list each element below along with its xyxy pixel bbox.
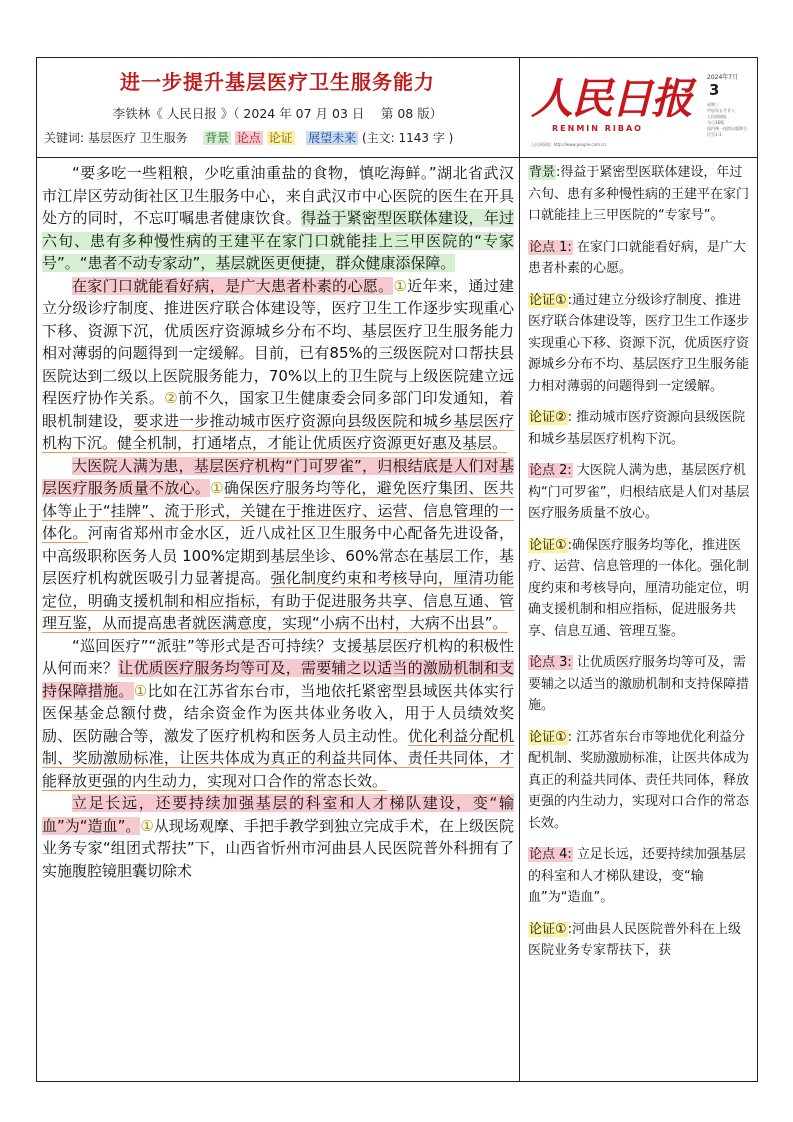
annotation-text: 在家门口就能看好病，是广大患者朴素的心愿。 <box>528 239 746 276</box>
masthead-roman: RENMIN RIBAO <box>552 124 643 133</box>
evidence-underline: 要求进一步推动城市医疗资源向县级医院和城乡基层医疗机构下沉。健全机制，打通堵点，才能让优质医疗资源更好惠及基层。 <box>42 411 514 452</box>
background-highlight: 得益于紧密型医联体建设，年过六旬、患有多种慢性病的王建平在家门口就能挂上三甲医院的“专家号”。“患者不动专家动”，基层就医更便捷，群众健康添保障。 <box>42 209 514 272</box>
annotation-label: 论点 4: <box>529 847 572 862</box>
annotation-text: :通过建立分级诊疗制度、推进医疗联合体建设等，医疗卫生工作逐步实现重心下移、资源下沉，优质医疗资源城乡分布不均、基层医疗卫生服务能力相对薄弱的问题得到一定缓解。 <box>528 292 750 394</box>
column-divider <box>519 57 520 1082</box>
argument-highlight: 大医院人满为患，基层医疗机构“门可罗雀”，归根结底是人们对基层医疗服务质量不放心。 <box>42 456 514 497</box>
tag-background: 背景 <box>204 131 229 145</box>
annotation-note <box>528 237 754 280</box>
tag-outlook: 展望未来 <box>308 131 357 145</box>
newspaper-masthead <box>527 64 752 152</box>
annotation-text: :得益于紧密型医联体建设，年过六旬、患有多种慢性病的王建平在家门口就能挂上三甲医院的“专家号”。 <box>528 165 750 223</box>
annotation-text: 让优质医疗服务均等可及，需要辅之以适当的激励机制和支持保障措施。 <box>528 655 750 713</box>
keywords-line <box>44 129 519 146</box>
text-run: “要多吃一些粗粮，少吃重油重盐的食物，慎吃海鲜。”湖北省武汉市江岸区劳动街社区卫生服务中心，来自武汉市中心医院的医生在开具处方的同时，不忘叮嘱患者健康饮食。 <box>42 164 514 227</box>
tag-evidence: 论证 <box>268 131 293 145</box>
argument-highlight: 让优质医疗服务均等可及，需要辅之以适当的激励机制和支持保障措施。 <box>42 659 514 700</box>
evidence-underline: 强化制度约束和考核导向，厘清功能定位，明确支援机制和相应指标，有助于促进服务共享、信息互通、管理互鉴，从而提高患者就医满意度，实现“小病不出村，大病不出县”。 <box>42 569 514 632</box>
evidence-marker: ① <box>393 276 408 295</box>
byline: 李铁林《 人民日报 》（ 2024 年 07 月 03 日 第 08 版） <box>112 106 443 121</box>
masthead-logo: 人民日报 <box>531 74 692 123</box>
header-divider <box>36 157 758 158</box>
article-title: 进一步提升基层医疗卫生服务能力 <box>120 70 435 94</box>
evidence-marker: ① <box>140 816 154 835</box>
tag-argument: 论点 <box>236 131 261 145</box>
annotation-label: 论证① <box>529 729 567 745</box>
annotation-label: 论点 2: <box>529 463 572 478</box>
masthead-side-line: 人民网网址 <box>707 114 727 119</box>
annotation-note <box>528 535 754 643</box>
text-run: 河南省郑州市金水区，近八成社区卫生服务中心配备先进设备，中高级职称医务人员 100%定期到基层坐诊、60%常态在基层工作，基层医疗机构就医吸引力显著提高。 <box>42 524 514 587</box>
argument-highlight: 立足长远，还要持续加强基层的科室和人才梯队建设，变“输血”为“造血”。 <box>42 794 514 835</box>
annotation-text: :确保医疗服务均等化，推进医疗、运营、信息管理的一体化。强化制度约束和考核导向，厘清功能定位，明确支援机制和相应指标，促进服务共享、信息互通、管理互鉴。 <box>528 537 750 639</box>
paragraph-2 <box>42 275 514 455</box>
masthead-date: 2024年7月 <box>707 74 739 81</box>
keywords-label: 关键词: 基层医疗 卫生服务 <box>44 131 188 145</box>
annotation-text: :河曲县人民医院普外科在上级医院业务专家帮扶下，获 <box>528 921 742 958</box>
annotation-note <box>528 460 754 525</box>
evidence-marker: ① <box>210 479 224 497</box>
text-run: 比如在江苏省东台市，当地依托紧密型县域医共体实行医保基金总额付费，结余资金作为医共体业务收入，用于人员绩效奖励、医防融合等，激发了医疗机构和医务人员主动性。 <box>42 681 514 745</box>
annotation-column <box>528 162 754 972</box>
annotation-note <box>528 407 754 450</box>
paragraph-5 <box>42 792 514 882</box>
annotation-label: 论证① <box>529 921 567 937</box>
text-run: “巡回医疗”“派驻”等形式是否可持续？支援基层医疗机构的积极性从何而来？ <box>42 636 514 677</box>
annotation-note <box>528 290 754 398</box>
evidence-underline: 优化利益分配机制、奖励激励标准，让医共体成为真正的利益共同体、责任共同体，才能释放更强的内生动力，实现对口合作的常态长效。 <box>42 726 514 790</box>
word-count: (主文: 1143 字 ) <box>361 131 454 145</box>
paragraph-4 <box>42 635 514 793</box>
annotation-note <box>528 652 754 717</box>
article-body <box>42 162 514 882</box>
masthead-side-line: 国内统一连续出版物号 <box>707 126 747 131</box>
annotation-label: 论证① <box>529 537 567 553</box>
evidence-underline: 确保医疗服务均等化，避免医疗集团、医共体等止于“挂牌”、流于形式，关键在于推进医疗、运营、信息管理的一体化。 <box>42 479 514 542</box>
argument-highlight: 在家门口就能看好病，是广大患者朴素的心愿。 <box>72 276 394 295</box>
annotation-text: : 江苏省东台市等地优化利益分配机制、奖励激励标准，让医共体成为真正的利益共同体、责任共同体，释放更强的内生动力，实现对口合作的常态长效。 <box>528 729 750 831</box>
annotation-note <box>528 919 754 962</box>
evidence-marker: ② <box>164 389 179 407</box>
annotation-note <box>528 162 754 227</box>
annotation-label: 论证① <box>529 292 567 308</box>
annotation-note <box>528 844 754 909</box>
annotation-label: 背景 <box>529 165 556 180</box>
annotation-label: 论证② <box>529 410 567 425</box>
annotation-label: 论点 1: <box>529 239 572 255</box>
paragraph-1 <box>42 162 514 275</box>
masthead-side-line: 今日16版 <box>707 120 725 125</box>
masthead-footer: 人民网网址: http://www.people.com.cn <box>531 142 606 147</box>
annotation-text: : 推动城市医疗资源向县级医院和城乡基层医疗机构下沉。 <box>528 410 746 447</box>
masthead-side-line: 甲辰年五月廿八 <box>707 108 735 113</box>
masthead-side-text <box>707 102 749 138</box>
annotation-note <box>528 727 754 835</box>
annotation-text: 大医院人满为患，基层医疗机构“门可罗雀”，归根结底是人们对基层医疗服务质量不放心。 <box>528 463 750 521</box>
masthead-day: 3 <box>709 81 720 99</box>
annotation-text: 立足长远，还要持续加强基层的科室和人才梯队建设，变“输血”为“造血”。 <box>528 847 746 905</box>
masthead-side-line: 星期三 <box>707 102 719 107</box>
masthead-side-line: 代号1-1 <box>707 132 722 137</box>
paragraph-3 <box>42 455 514 635</box>
annotation-label: 论点 3: <box>529 655 572 670</box>
text-run: 近年来，通过建立分级诊疗制度、推进医疗联合体建设等，医疗卫生工作逐步实现重心下移、资源下沉，优质医疗资源城乡分布不均、基层医疗卫生服务能力相对薄弱的问题得到一定缓解。目前，已有85%的三级医院对口帮扶县医院达到二级以上医院服务能力，70%以上的卫生院与上级医院建立远程医疗协作关系。 <box>42 276 514 407</box>
text-run: 从现场观摩、手把手教学到独立完成手术，在上级医院业务专家“组团式帮扶”下，山西省忻州市河曲县人民医院普外科拥有了实施腹腔镜胆囊切除术 <box>42 816 514 880</box>
text-run: 前不久，国家卫生健康委会同多部门印发通知，着眼机制建设， <box>42 389 514 430</box>
evidence-marker: ① <box>133 681 148 700</box>
